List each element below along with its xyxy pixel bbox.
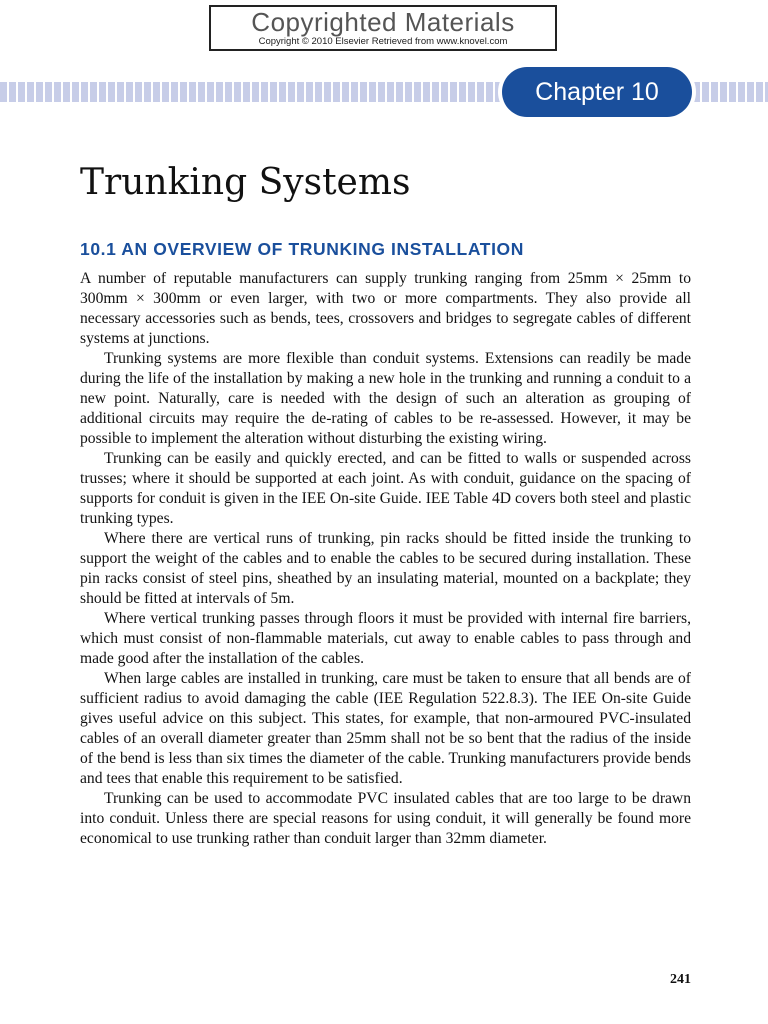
paragraph: A number of reputable manufacturers can supply trunking ranging from 25mm × 25mm to 300mm × 300mm or even larger, with two or more compartments. They also provide all necessary accessories such as bends, tees, crossovers and bridges to segregate cables of different systems at junctions. xyxy=(80,270,691,347)
watermark-subtitle: Copyright © 2010 Elsevier Retrieved from www.knovel.com xyxy=(258,36,508,47)
watermark-title: Copyrighted Materials xyxy=(251,7,515,37)
body-text xyxy=(80,269,691,849)
chapter-badge: Chapter 10 xyxy=(502,67,692,117)
copyright-watermark xyxy=(209,5,557,51)
paragraph: Trunking systems are more flexible than conduit systems. Extensions can readily be made during the life of the installation by making a new hole in the trunking and running a conduit to a new point. Naturally, care is needed with the design of such an alteration as grouping of additional circuits may require the de-rating of cables to be re-assessed. However, it may be possible to implement the alteration without disturbing the existing wiring. xyxy=(80,350,691,447)
page-title: Trunking Systems xyxy=(80,162,411,203)
paragraph: Trunking can be used to accommodate PVC insulated cables that are too large to be drawn into conduit. Unless there are special reasons for using conduit, it will generally be found more economical to use trunking rather than conduit larger than 32mm diameter. xyxy=(80,790,691,847)
section-heading: 10.1 AN OVERVIEW OF TRUNKING INSTALLATION xyxy=(80,239,524,259)
page-number: 241 xyxy=(670,972,691,987)
paragraph: Where there are vertical runs of trunking, pin racks should be fitted inside the trunking to support the weight of the cables and to enable the cables to be secured during installation. These pin racks consist of steel pins, sheathed by an insulating material, mounted on a backplate; they should be fitted at intervals of 5m. xyxy=(80,530,691,607)
paragraph: When large cables are installed in trunking, care must be taken to ensure that all bends are of sufficient radius to avoid damaging the cable (IEE Regulation 522.8.3). The IEE On-site Guide gives useful advice on this subject. This states, for example, that non-armoured PVC-insulated cables of an overall diameter greater than 25mm shall not be so bent that the radius of the inside of the bend is less than six times the diameter of the cable. Trunking manufacturers provide bends and tees that enable this requirement to be satisfied. xyxy=(80,670,691,787)
paragraph: Where vertical trunking passes through floors it must be provided with internal fire barriers, which must consist of non-flammable materials, cut away to enable cables to pass through and made good after the installation of the cables. xyxy=(80,610,691,667)
paragraph: Trunking can be easily and quickly erected, and can be fitted to walls or suspended across trusses; where it should be supported at each joint. As with conduit, guidance on the spacing of supports for conduit is given in the IEE On-site Guide. IEE Table 4D covers both steel and plastic trunking types. xyxy=(80,450,691,527)
